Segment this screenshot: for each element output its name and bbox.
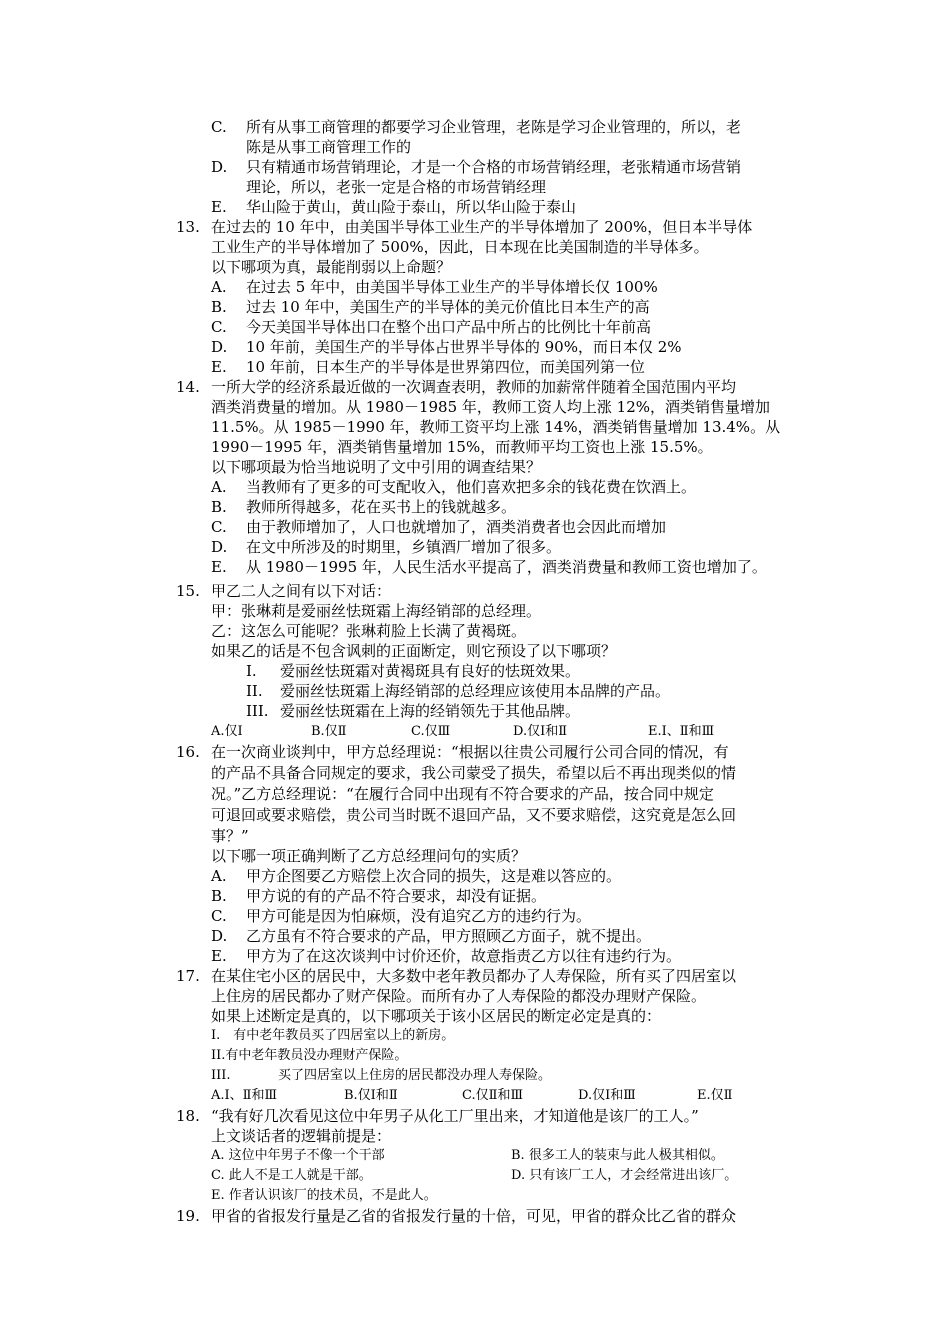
choice-option: A. 这位中年男子不像一个干部 bbox=[211, 1148, 385, 1163]
dialogue-line: 甲：张琳莉是爱丽丝怯斑霜上海经销部的总经理。 bbox=[211, 602, 542, 620]
question-stem: 甲乙二人之间有以下对话： bbox=[211, 582, 392, 600]
choice-option: C.仅Ⅱ和Ⅲ bbox=[462, 1088, 523, 1103]
question-number: 16. bbox=[176, 743, 200, 761]
statement-text: 爱丽丝怯斑霜对黄褐斑具有良好的怯斑效果。 bbox=[280, 662, 581, 680]
option-label: E. bbox=[211, 558, 227, 576]
question-number: 18. bbox=[176, 1107, 200, 1125]
option-label: D. bbox=[211, 338, 228, 356]
statement-text: 爱丽丝怯斑霜在上海的经销领先于其他品牌。 bbox=[280, 702, 581, 720]
question-stem: 可退回或要求赔偿，贵公司当时既不退回产品，又不要求赔偿，这究竟是怎么回 bbox=[211, 806, 737, 824]
option-text: 今天美国半导体出口在整个出口产品中所占的比例比十年前高 bbox=[246, 318, 652, 336]
choice-option: D.仅Ⅰ和Ⅲ bbox=[578, 1088, 636, 1103]
option-label: A. bbox=[211, 867, 227, 885]
question-stem: 的产品不具备合同规定的要求，我公司蒙受了损失，希望以后不再出现类似的情 bbox=[211, 764, 737, 782]
choice-option: E. 作者认识该厂的技术员，不是此人。 bbox=[211, 1188, 437, 1203]
dialogue-line: 乙：这怎么可能呢？张琳莉脸上长满了黄褐斑。 bbox=[211, 622, 527, 640]
question-stem: 在某住宅小区的居民中，大多数中老年教员都办了人寿保险，所有买了四居室以 bbox=[211, 967, 737, 985]
question-prompt: 如果上述断定是真的，以下哪项关于该小区居民的断定必定是真的： bbox=[211, 1007, 662, 1025]
question-number: 13. bbox=[176, 218, 200, 236]
choice-option: C. 此人不是工人就是干部。 bbox=[211, 1168, 372, 1183]
option-text: 乙方虽有不符合要求的产品，甲方照顾乙方面子，就不提出。 bbox=[246, 927, 652, 945]
option-text: 甲方说的有的产品不符合要求，却没有证据。 bbox=[246, 887, 547, 905]
option-label: D. bbox=[211, 538, 228, 556]
option-label: A. bbox=[211, 278, 227, 296]
option-text: 甲方企图要乙方赔偿上次合同的损失，这是难以答应的。 bbox=[246, 867, 622, 885]
choice-option: E.仅Ⅱ bbox=[697, 1088, 733, 1103]
option-text: 过去 10 年中，美国生产的半导体的美元价值比日本生产的高 bbox=[246, 298, 650, 316]
option-label: B. bbox=[211, 887, 227, 905]
choice-option: B. 很多工人的装束与此人极其相似。 bbox=[511, 1148, 724, 1163]
choice-option: A.Ⅰ、Ⅱ和Ⅲ bbox=[211, 1088, 278, 1103]
option-text: 华山险于黄山，黄山险于泰山，所以华山险于泰山 bbox=[246, 198, 577, 216]
choice-option: C.仅Ⅲ bbox=[411, 724, 451, 739]
choice-option: D. 只有该厂工人，才会经常进出该厂。 bbox=[511, 1168, 738, 1183]
question-stem: 事？” bbox=[211, 827, 249, 845]
option-label: C. bbox=[211, 907, 227, 925]
question-stem: 酒类消费量的增加。从 1980－1985 年，教师工资人均上涨 12%，酒类销售量增加 bbox=[211, 398, 770, 416]
statement-label: III. bbox=[246, 702, 269, 720]
question-prompt: 以下哪项最为恰当地说明了文中引用的调查结果？ bbox=[211, 458, 542, 476]
question-prompt: 如果乙的话是不包含讽刺的正面断定，则它预设了以下哪项？ bbox=[211, 642, 617, 660]
option-text: 理论，所以，老张一定是合格的市场营销经理 bbox=[246, 178, 547, 196]
option-label: E. bbox=[211, 198, 227, 216]
option-text: 由于教师增加了，人口也就增加了，酒类消费者也会因此而增加 bbox=[246, 518, 667, 536]
question-stem: 在过去的 10 年中，由美国半导体工业生产的半导体增加了 200%，但日本半导体 bbox=[211, 218, 753, 236]
option-label: A. bbox=[211, 478, 227, 496]
option-label: C. bbox=[211, 318, 227, 336]
statement-text: 买了四居室以上住房的居民都没办理人寿保险。 bbox=[278, 1068, 552, 1083]
question-stem: 在一次商业谈判中，甲方总经理说：“根据以往贵公司履行公司合同的情况，有 bbox=[211, 743, 729, 761]
option-text: 10 年前，日本生产的半导体是世界第四位，而美国列第一位 bbox=[246, 358, 645, 376]
option-label: C. bbox=[211, 118, 227, 136]
option-text: 只有精通市场营销理论，才是一个合格的市场营销经理，老张精通市场营销 bbox=[246, 158, 742, 176]
question-stem: 1990－1995 年，酒类销售量增加 15%，而教师平均工资也上涨 15.5%。 bbox=[211, 438, 713, 456]
statement-text: II.有中老年教员没办理财产保险。 bbox=[211, 1048, 408, 1063]
option-label: E. bbox=[211, 358, 227, 376]
question-number: 14. bbox=[176, 378, 200, 396]
question-prompt: 以下哪一项正确判断了乙方总经理问句的实质？ bbox=[211, 847, 527, 865]
option-text: 在文中所涉及的时期里，乡镇酒厂增加了很多。 bbox=[246, 538, 562, 556]
statement-label: III. bbox=[211, 1068, 231, 1083]
question-stem: 上住房的居民都办了财产保险。而所有办了人寿保险的都没办理财产保险。 bbox=[211, 987, 707, 1005]
option-label: B. bbox=[211, 498, 227, 516]
option-label: E. bbox=[211, 947, 227, 965]
choice-option: A.仅Ⅰ bbox=[211, 724, 243, 739]
choice-option: E.Ⅰ、Ⅱ和Ⅲ bbox=[648, 724, 715, 739]
option-label: D. bbox=[211, 158, 228, 176]
option-text: 甲方为了在这次谈判中讨价还价，故意指责乙方以往有违约行为。 bbox=[246, 947, 682, 965]
question-stem: 甲省的省报发行量是乙省的省报发行量的十倍，可见，甲省的群众比乙省的群众 bbox=[211, 1207, 737, 1225]
option-text: 陈是从事工商管理工作的 bbox=[246, 138, 412, 156]
question-stem: 一所大学的经济系最近做的一次调查表明，教师的加薪常伴随着全国范围内平均 bbox=[211, 378, 737, 396]
option-text: 甲方可能是因为怕麻烦，没有追究乙方的违约行为。 bbox=[246, 907, 592, 925]
option-label: D. bbox=[211, 927, 228, 945]
statement-text: I. 有中老年教员买了四居室以上的新房。 bbox=[211, 1028, 455, 1043]
question-number: 17. bbox=[176, 967, 200, 985]
choice-option: B.仅Ⅱ bbox=[311, 724, 347, 739]
question-prompt: 以下哪项为真，最能削弱以上命题？ bbox=[211, 258, 452, 276]
statement-label: I. bbox=[246, 662, 257, 680]
question-number: 15. bbox=[176, 582, 200, 600]
statement-text: 爱丽丝怯斑霜上海经销部的总经理应该使用本品牌的产品。 bbox=[280, 682, 671, 700]
question-stem: “我有好几次看见这位中年男子从化工厂里出来，才知道他是该厂的工人。” bbox=[211, 1107, 699, 1125]
option-text: 从 1980－1995 年，人民生活水平提高了，酒类消费量和教师工资也增加了。 bbox=[246, 558, 767, 576]
option-text: 所有从事工商管理的都要学习企业管理，老陈是学习企业管理的，所以，老 bbox=[246, 118, 742, 136]
choice-option: D.仅Ⅰ和Ⅱ bbox=[513, 724, 568, 739]
option-label: C. bbox=[211, 518, 227, 536]
choice-option: B.仅Ⅰ和Ⅱ bbox=[344, 1088, 398, 1103]
option-label: B. bbox=[211, 298, 227, 316]
question-number: 19. bbox=[176, 1207, 200, 1225]
question-stem: 况。”乙方总经理说：“在履行合同中出现有不符合要求的产品，按合同中规定 bbox=[211, 785, 714, 803]
option-text: 10 年前，美国生产的半导体占世界半导体的 90%，而日本仅 2% bbox=[246, 338, 682, 356]
option-text: 当教师有了更多的可支配收入，他们喜欢把多余的钱花费在饮酒上。 bbox=[246, 478, 697, 496]
question-stem: 工业生产的半导体增加了 500%，因此，日本现在比美国制造的半导体多。 bbox=[211, 238, 709, 256]
statement-label: II. bbox=[246, 682, 263, 700]
option-text: 教师所得越多，花在买书上的钱就越多。 bbox=[246, 498, 517, 516]
question-prompt: 上文谈话者的逻辑前提是： bbox=[211, 1127, 392, 1145]
option-text: 在过去 5 年中，由美国半导体工业生产的半导体增长仅 100% bbox=[246, 278, 658, 296]
question-stem: 11.5%。从 1985－1990 年，教师工资平均上涨 14%，酒类销售量增加 13.4%。从 bbox=[211, 418, 781, 436]
